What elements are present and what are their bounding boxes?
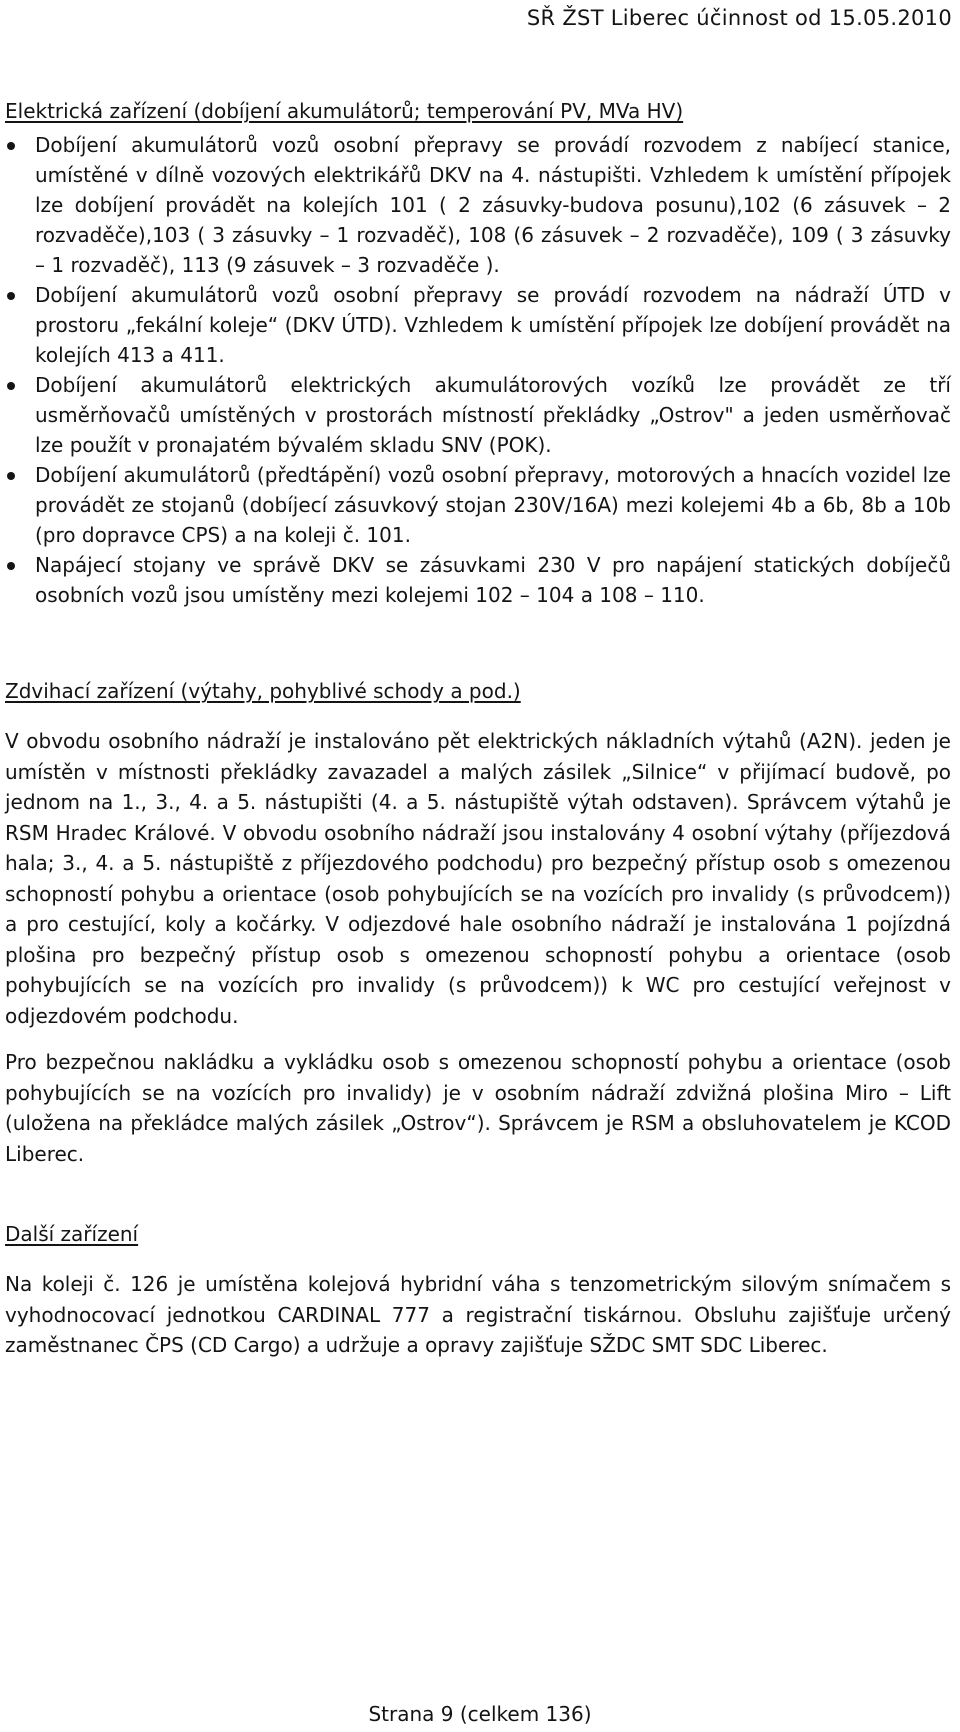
list-item xyxy=(5,370,951,460)
list-item xyxy=(5,280,951,370)
spacer xyxy=(5,610,951,676)
bullet-text: Dobíjení akumulátorů vozů osobní přepravy se provádí rozvodem na nádraží ÚTD v prostoru „fekální koleje“ (DKV ÚTD). Vzhledem k umístění přípojek lze dobíjení provádět na kolejích 413 a 411. xyxy=(35,283,951,367)
page-footer: Strana 9 (celkem 136) xyxy=(368,1702,592,1726)
bullet-icon xyxy=(7,562,15,570)
bullet-icon xyxy=(7,472,15,480)
bullet-text: Dobíjení akumulátorů elektrických akumulátorových vozíků lze provádět ze tří usměrňovačů umístěných v prostorách místností překládky „Ostrov" a jeden usměrňovač lze použít v pronajatém bývalém skladu SNV (POK). xyxy=(35,373,951,457)
section-title-other: Další zařízení xyxy=(5,1222,139,1246)
lifting-paragraph-1: V obvodu osobního nádraží je instalováno pět elektrických nákladních výtahů (A2N). jeden je umístěn v místnosti překládky zavazadel a malých zásilek „Silnice“ v přijímací budově, po jednom na 1., 3., 4. a 5. nástupišti (4. a 5. nástupiště výtah odstaven). Správcem výtahů je RSM Hradec Králové. V obvodu osobního nádraží jsou instalovány 4 osobní výtahy (příjezdová hala; 3., 4. a 5. nástupiště z příjezdového podchodu) pro bezpečný přístup osob s omezenou schopností pohybu a orientace (osob pohybujících se na vozících pro invalidy (s průvodcem)) a pro cestující, koly a kočárky. V odjezdové hale osobního nádraží je instalována 1 pojízdná plošina pro bezpečný přístup osob s omezenou schopností pohybu a orientace (osob pohybujících se na vozících pro invalidy (s průvodcem)) k WC pro cestující veřejnost v odjezdovém podchodu. xyxy=(5,729,951,1028)
spacer xyxy=(5,1249,951,1269)
page-header: SŘ ŽST Liberec účinnost od 15.05.2010 xyxy=(526,6,952,30)
page-content xyxy=(5,96,951,1361)
bullet-text: Dobíjení akumulátorů (předtápění) vozů osobní přepravy, motorových a hnacích vozidel lze provádět ze stojanů (dobíjecí zásuvkový stojan 230V/16A) mezi kolejemi 4b a 6b, 8b a 10b (pro dopravce CPS) a na koleji č. 101. xyxy=(35,463,951,547)
spacer xyxy=(5,706,951,726)
list-item xyxy=(5,460,951,550)
bullet-icon xyxy=(7,292,15,300)
section-title-electrical: Elektrická zařízení (dobíjení akumulátorů; temperování PV, MVa HV) xyxy=(5,99,684,123)
bullet-icon xyxy=(7,142,15,150)
bullet-text: Dobíjení akumulátorů vozů osobní přepravy se provádí rozvodem z nabíjecí stanice, umístěné v dílně vozových elektrikářů DKV na 4. nástupišti. Vzhledem k umístění přípojek lze dobíjení provádět na kolejích 101 ( 2 zásuvky-budova posunu),102 (6 zásuvek – 2 rozvaděče),103 ( 3 zásuvky – 1 rozvaděč), 108 (6 zásuvek – 2 rozvaděče), 109 ( 3 zásuvky – 1 rozvaděč), 113 (9 zásuvek – 3 rozvaděče ). xyxy=(35,133,951,277)
list-item xyxy=(5,130,951,280)
section-title-lifting: Zdvihací zařízení (výtahy, pohyblivé schody a pod.) xyxy=(5,679,521,703)
spacer xyxy=(5,1031,951,1047)
bullet-icon xyxy=(7,382,15,390)
bullet-text: Napájecí stojany ve správě DKV se zásuvkami 230 V pro napájení statických dobíječů osobních vozů jsou umístěny mezi kolejemi 102 – 104 a 108 – 110. xyxy=(35,553,951,607)
lifting-paragraph-2: Pro bezpečnou nakládku a vykládku osob s omezenou schopností pohybu a orientace (osob pohybujících se na vozících pro invalidy) je v osobním nádraží zdvižná plošina Miro – Lift (uložena na překládce malých zásilek „Ostrov“). Správcem je RSM a obsluhovatelem je KCOD Liberec. xyxy=(5,1050,951,1166)
spacer xyxy=(5,1169,951,1219)
electrical-bullet-list xyxy=(5,130,951,610)
list-item xyxy=(5,550,951,610)
other-paragraph-1: Na koleji č. 126 je umístěna kolejová hybridní váha s tenzometrickým silovým snímačem s vyhodnocovací jednotkou CARDINAL 777 a registrační tiskárnou. Obsluhu zajišťuje určený zaměstnanec ČPS (CD Cargo) a udržuje a opravy zajišťuje SŽDC SMT SDC Liberec. xyxy=(5,1272,951,1357)
